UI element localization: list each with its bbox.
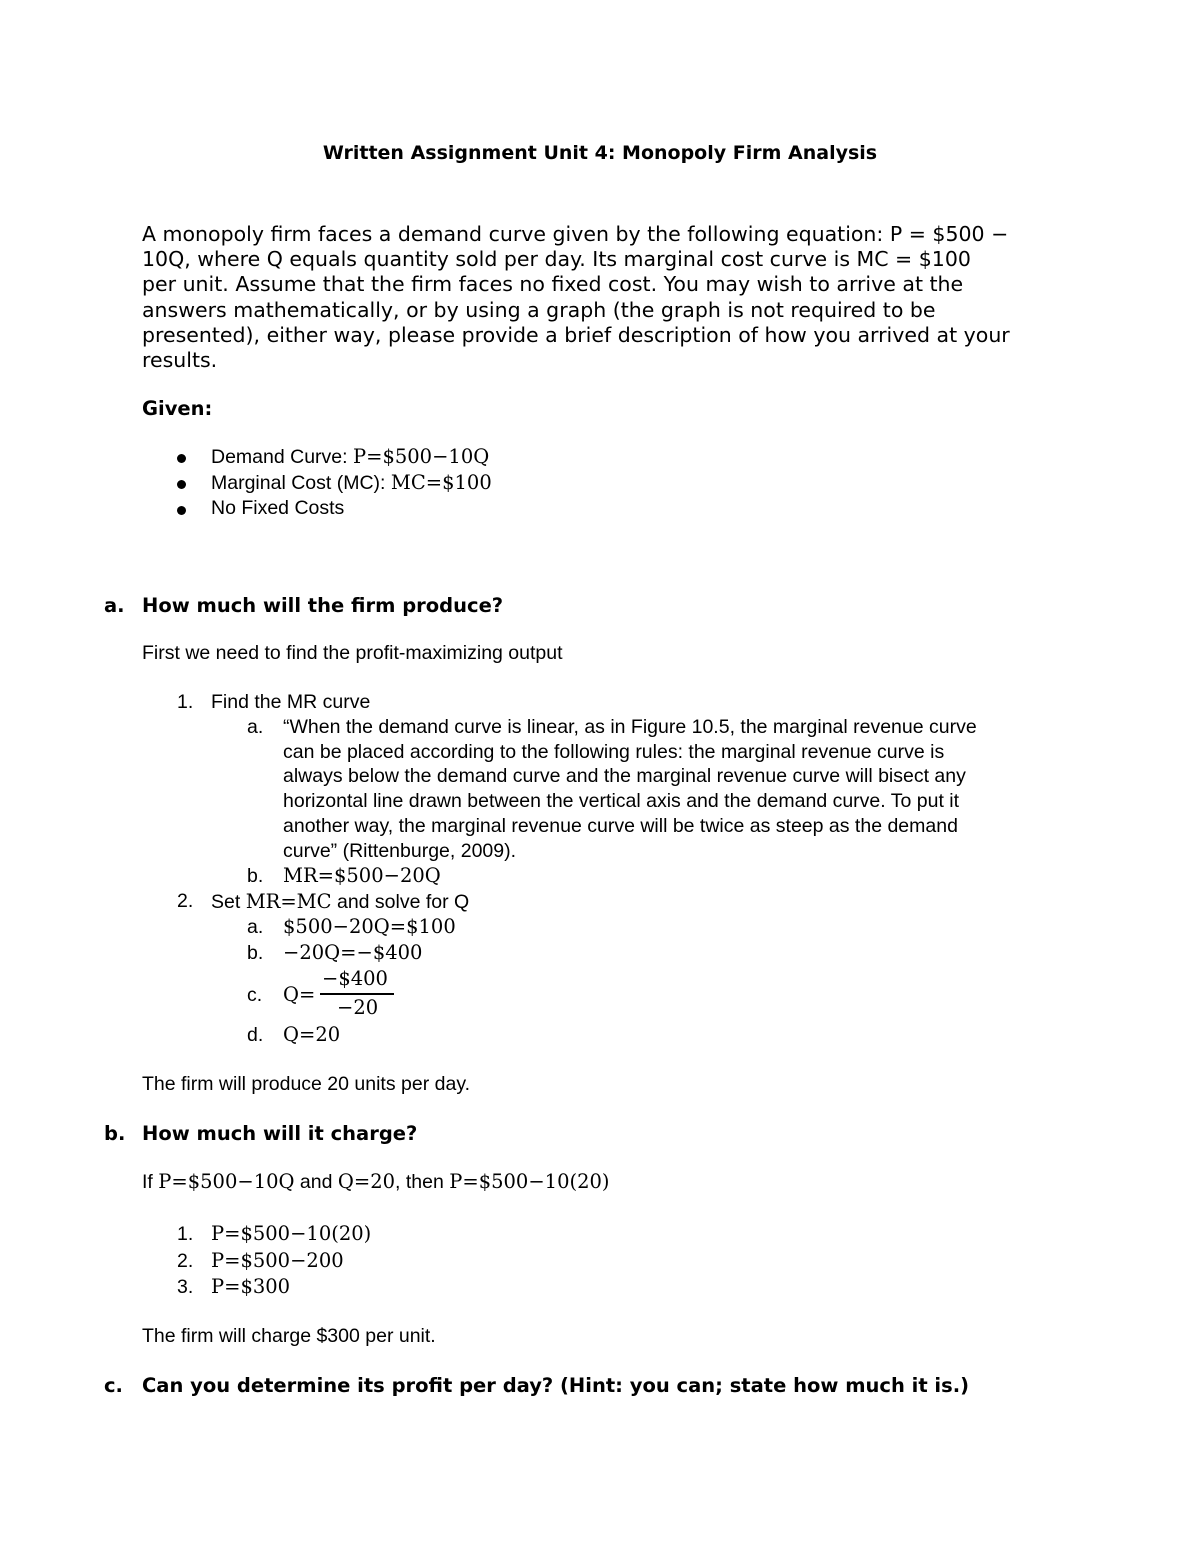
bullet-icon: [177, 454, 186, 463]
step-2-marker: 2.: [177, 890, 194, 912]
equation-step: Q=20: [283, 1023, 341, 1046]
part-a-conclusion: The firm will produce 20 units per day.: [142, 1073, 471, 1095]
given-item-mc: Marginal Cost (MC): MC=$100: [211, 471, 492, 494]
price-step: P=$300: [211, 1275, 291, 1298]
step-2-label: Set MR=MC and solve for Q: [211, 890, 470, 913]
part-b-step-1-marker: 1.: [177, 1223, 194, 1245]
intro-line: answers mathematically, or by using a graph (the graph is not required to be: [142, 297, 936, 322]
page-title: Written Assignment Unit 4: Monopoly Firm Analysis: [322, 142, 878, 164]
intro-paragraph: [142, 222, 1072, 373]
step-2b-marker: b.: [247, 942, 264, 964]
intro-line: results.: [142, 348, 218, 373]
part-b-marker: b.: [104, 1122, 126, 1145]
given-item-demand: Demand Curve: P=$500−10Q: [211, 445, 490, 468]
part-b-lead: If P=$500−10Q and Q=20, then P=$500−10(20): [142, 1170, 610, 1193]
given-item-fixed-costs: No Fixed Costs: [211, 497, 345, 519]
intro-line: per unit. Assume that the firm faces no fixed cost. You may wish to arrive at the: [142, 272, 964, 297]
equation-step: −20Q=−$400: [283, 941, 423, 964]
equation-step: $500−20Q=$100: [283, 915, 456, 938]
bullet-icon: [177, 506, 186, 515]
bullet-icon: [177, 480, 186, 489]
intro-line: A monopoly firm faces a demand curve given by the following equation: P = $500 −: [142, 222, 1009, 246]
step-1-label: Find the MR curve: [211, 691, 371, 713]
quote-line: horizontal line drawn between the vertical axis and the demand curve. To put it: [283, 790, 960, 812]
part-a-marker: a.: [104, 594, 125, 617]
quote-line: curve” (Rittenburge, 2009).: [283, 840, 517, 862]
quote-line: can be placed according to the following rules: the marginal revenue curve is: [283, 741, 945, 763]
part-c-marker: c.: [104, 1374, 123, 1397]
mr-equation: MR=$500−20Q: [283, 864, 441, 887]
intro-line: 10Q, where Q equals quantity sold per day. Its marginal cost curve is MC = $100: [142, 247, 971, 272]
quote-line: “When the demand curve is linear, as in Figure 10.5, the marginal revenue curve: [283, 716, 977, 738]
quote-line: always below the demand curve and the marginal revenue curve will bisect any: [283, 765, 966, 787]
part-a-lead: First we need to find the profit-maximizing output: [142, 642, 563, 664]
step-2a-marker: a.: [247, 916, 264, 938]
fraction-denominator: −20: [337, 996, 379, 1019]
intro-line: presented), either way, please provide a brief description of how you arrived at your: [142, 322, 1010, 347]
part-b-conclusion: The firm will charge $300 per unit.: [142, 1325, 436, 1347]
step-1a-marker: a.: [247, 716, 264, 738]
given-heading: Given:: [142, 397, 213, 420]
price-step: P=$500−10(20): [211, 1222, 372, 1245]
step-1b-marker: b.: [247, 865, 264, 887]
fraction-numerator: −$400: [322, 967, 388, 990]
quote-line: another way, the marginal revenue curve will be twice as steep as the demand: [283, 815, 958, 837]
part-a-question: How much will the firm produce?: [142, 594, 504, 617]
step-2c-marker: c.: [247, 984, 263, 1006]
fraction-lhs: Q=: [283, 983, 316, 1006]
step-2d-marker: d.: [247, 1024, 264, 1046]
price-step: P=$500−200: [211, 1249, 344, 1272]
part-c-question: Can you determine its profit per day? (Hint: you can; state how much it is.): [142, 1374, 970, 1397]
part-b-question: How much will it charge?: [142, 1122, 418, 1145]
part-b-step-2-marker: 2.: [177, 1250, 194, 1272]
part-b-step-3-marker: 3.: [177, 1276, 194, 1298]
fraction-bar: [320, 993, 394, 995]
step-1-marker: 1.: [177, 691, 194, 713]
